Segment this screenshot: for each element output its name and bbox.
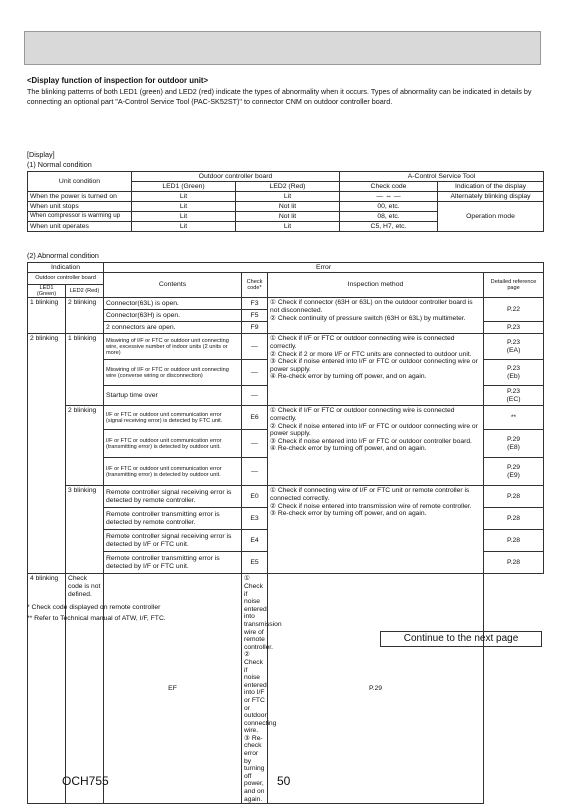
cell-ref: P.28 [484,486,544,508]
page-number: 50 [277,774,291,788]
cell-method: ① Check if I/F or FTC or outdoor connecting wire is connected correctly. ② Check if 2 or more I/F or FTC units are connected to outdoor unit. ③ Check if noise entered into I/F or FTC or outdoor connecting wire or power supply. ④ Re-check error by turning off power, and on again. [268,334,484,406]
cell-code: EF [104,574,242,804]
cell-method: ① Check if connector (63H or 63L) on the outdoor controller board is not disconnected. ② Check continuity of pressure switch (63H or 63L) by multimeter. [268,298,484,334]
cell-led2: 3 blinking [66,486,104,574]
cell-contents: I/F or FTC or outdoor unit communication error (transmitting error) is detected by outdoor unit. [104,430,242,458]
table-row [28,486,544,508]
cell-code: — [242,458,268,486]
cell-code: — [242,430,268,458]
cell-led2: 4 blinking [28,574,66,804]
cell-led1: Lit [132,202,236,212]
cell-led1: 2 blinking [28,334,66,574]
normal-condition-table [27,171,544,232]
cell-method: ① Check if noise entered into transmission wire of remote controller. ② Check if noise entered into I/F or FTC or outdoor connecting wire. ③ Re-check error by turning off power, and on again. [242,574,268,804]
cell-code: — [242,360,268,386]
abnormal-condition-label: (2) Abnormal condition [27,251,99,260]
h-reference-page: Detailed reference page [484,273,544,298]
cell-led2: Not lit [236,212,340,222]
cell-led2: 1 blinking [66,334,104,406]
cell-code: E6 [242,406,268,430]
cell-ref: P.28 [484,508,544,530]
cell-operation-mode: Operation mode [438,202,544,232]
cell-contents: Connector(63L) is open. [104,298,242,310]
cell-ref: P.23 (EC) [484,386,544,406]
cell-code: 08, etc. [340,212,438,222]
cell-led2: Lit [236,222,340,232]
cell-ref: P.29 [268,574,484,804]
h-check-code: Check code* [242,273,268,298]
cell-condition: When compressor is warming up [28,212,132,222]
cell-code: E3 [242,508,268,530]
cell-code: F3 [242,298,268,310]
cell-contents: Startup time over [104,386,242,406]
intro-paragraph: The blinking patterns of both LED1 (green) and LED2 (red) indicate the types of abnormality when it occurs. Types of abnormality can be indicated in details by connecting an optional part "A-Control Service Tool (PAC-SK52ST)" to connector CNM on outdoor controller board. [27,87,532,107]
cell-contents: Remote controller signal receiving error is detected by remote controller. [104,486,242,508]
h-indication: Indication [28,263,104,273]
cell-contents: 2 connectors are open. [104,322,242,334]
cell-code: — [242,386,268,406]
cell-contents: Remote controller signal receiving error is detected by I/F or FTC unit. [104,530,242,552]
cell-method: ① Check if I/F or FTC or outdoor connecting wire is connected correctly. ② Check if noise entered into I/F or FTC or outdoor connecting wire or power supply. ③ Check if noise entered into I/F or FTC or outdoor controller board. ④ Re-check error by turning off power, and on again. [268,406,484,486]
table-row [28,202,544,212]
cell-contents: Miswiring of I/F or FTC or outdoor unit connecting wire, excessive number of indoor units (2 units or more) [104,334,242,360]
cell-led1: Lit [132,192,236,202]
cell-code: — [242,334,268,360]
cell-led2: Not lit [236,202,340,212]
footnote-technical-manual: ** Refer to Technical manual of ATW, I/F, FTC. [27,615,166,622]
table-row [28,334,544,360]
cell-code: E0 [242,486,268,508]
h-error: Error [104,263,544,273]
cell-contents: Remote controller transmitting error is detected by remote controller. [104,508,242,530]
cell-code: F9 [242,322,268,334]
cell-code: E4 [242,530,268,552]
cell-condition: When the power is turned on [28,192,132,202]
h-outdoor-board: Outdoor controller board [28,273,104,285]
cell-code: F5 [242,310,268,322]
h-outdoor-board: Outdoor controller board [132,172,340,182]
table-row [28,298,544,310]
cell-contents: Remote controller transmitting error is detected by I/F or FTC unit. [104,552,242,574]
cell-ref: P.23 (Eb) [484,360,544,386]
cell-contents: Miswiring of I/F or FTC or outdoor unit connecting wire (converse wiring or disconnection) [104,360,242,386]
cell-led1: Lit [132,212,236,222]
h-check-code: Check code [340,182,438,192]
table-row [28,406,544,430]
cell-ref: P.28 [484,530,544,552]
h-indication: Indication of the display [438,182,544,192]
continue-next-page-label: Continue to the next page [380,631,542,647]
h-led1: LED1 (Green) [132,182,236,192]
cell-led1: 1 blinking [28,298,66,334]
cell-ref: P.23 (EA) [484,334,544,360]
footnote-check-code: * Check code displayed on remote controller [27,604,161,611]
h-inspection-method: Inspection method [268,273,484,298]
h-led1: LED1 (Green) [28,285,66,298]
cell-code: E5 [242,552,268,574]
cell-ref: P.23 [484,322,544,334]
cell-led2: 2 blinking [66,406,104,486]
cell-ref: P.29 (E8) [484,430,544,458]
cell-led1: Lit [132,222,236,232]
cell-ref: P.28 [484,552,544,574]
h-led2: LED2 (Red) [236,182,340,192]
section-title: <Display function of inspection for outdoor unit> [27,76,209,85]
h-led2: LED2 (Red) [66,285,104,298]
cell-ref: P.22 [484,298,544,322]
cell-condition: When unit operates [28,222,132,232]
cell-contents: Check code is not defined. [66,574,104,804]
h-service-tool: A-Control Service Tool [340,172,544,182]
cell-indication: Alternately blinking display [438,192,544,202]
cell-led2: Lit [236,192,340,202]
cell-led2: 2 blinking [66,298,104,334]
display-label: [Display] [27,150,55,159]
h-contents: Contents [104,273,242,298]
cell-condition: When unit stops [28,202,132,212]
cell-ref: P.29 (E9) [484,458,544,486]
table-row [28,192,544,202]
abnormal-condition-table [27,262,544,804]
cell-contents: Connector(63H) is open. [104,310,242,322]
cell-ref: ** [484,406,544,430]
cell-method: ① Check if connecting wire of I/F or FTC unit or remote controller is connected correctly. ② Check if noise entered into transmission wire of remote controller. ③ Re-check error by turning off power, and on again. [268,486,484,574]
header-bar [24,31,541,65]
normal-condition-label: (1) Normal condition [27,160,92,169]
cell-contents: I/F or FTC or outdoor unit communication error (transmitting error) is detected by outdoor unit. [104,458,242,486]
h-unit-condition: Unit condition [28,172,132,192]
cell-code: 00, etc. [340,202,438,212]
cell-contents: I/F or FTC or outdoor unit communication error (signal receiving error) is detected by FTC unit. [104,406,242,430]
model-number: OCH755 [62,774,109,788]
cell-code: — ⇔ — [340,192,438,202]
cell-code: C5, H7, etc. [340,222,438,232]
